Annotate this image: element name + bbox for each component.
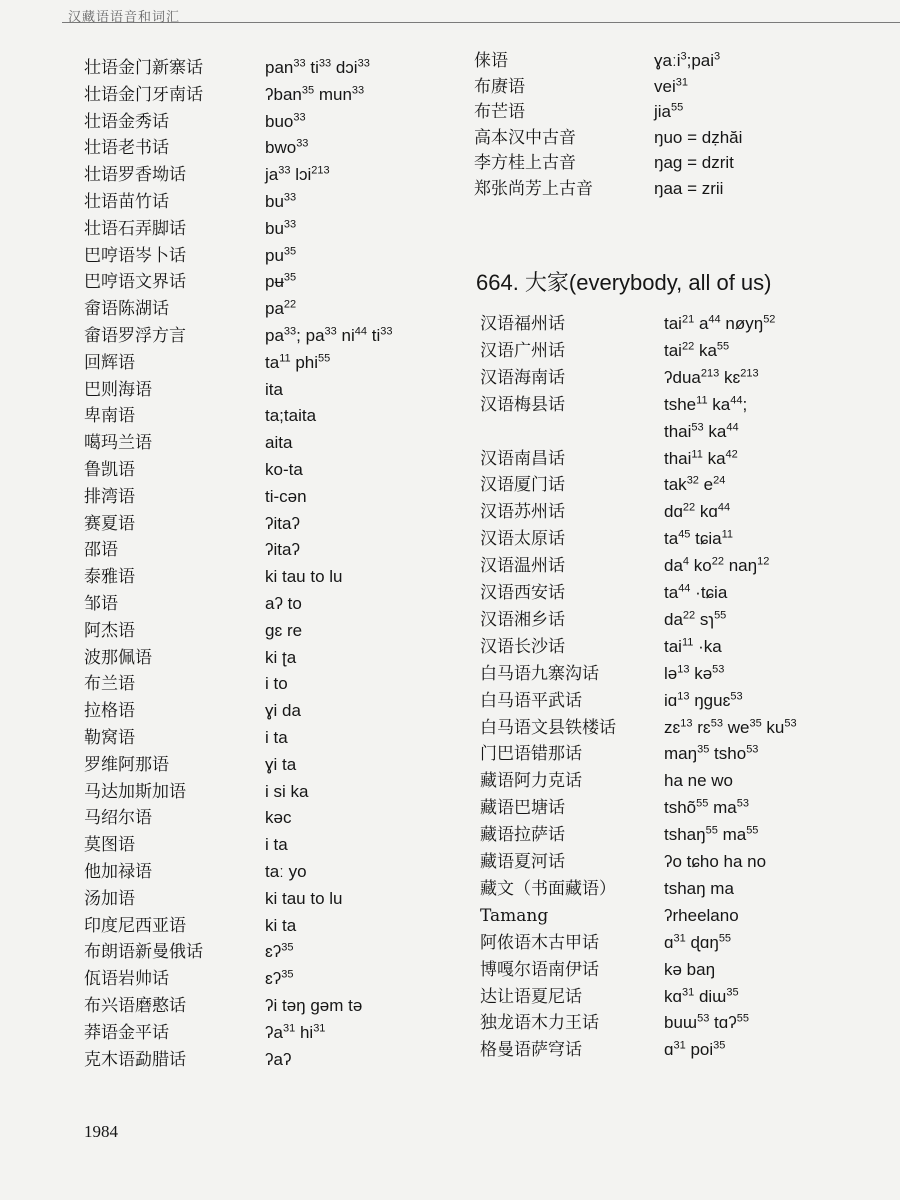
word-form: taː yo xyxy=(265,862,307,881)
language-name: 排湾语 xyxy=(84,486,135,507)
word-form: ɛʔ$^{35}$ xyxy=(265,968,294,989)
word-form: $ja^{33}$ lɔi$^{213}$ xyxy=(265,164,330,185)
language-name: 布朗语新曼俄话 xyxy=(84,942,203,963)
language-name: 卑南语 xyxy=(84,406,135,427)
word-form: ŋaa = zrii xyxy=(654,179,724,198)
running-header xyxy=(62,8,900,23)
word-form: i ta xyxy=(265,728,288,747)
language-name: 汤加语 xyxy=(84,888,135,909)
language-name: 博嘎尔语南伊话 xyxy=(480,959,599,980)
word-form: tshaŋ$^{55}$ $ma^{55}$ xyxy=(664,824,759,845)
word-form: $pu^{35}$ xyxy=(265,244,297,265)
page-number: 1984 xyxy=(84,1122,118,1141)
word-form: $ta^{45}$ tɕia$^{11}$ xyxy=(664,528,734,549)
word-form: ʔaʔ xyxy=(265,1049,292,1069)
language-name: 噶玛兰语 xyxy=(84,433,152,454)
word-form: thai$^{11}$ $ka^{42}$ xyxy=(664,447,738,468)
word-form: ʔban$^{35}$ mun$^{33}$ xyxy=(265,84,365,104)
word-form: ʔitaʔ xyxy=(265,540,300,560)
word-form: ɑ$^{31}$ poi$^{35}$ xyxy=(664,1039,726,1060)
word-form: $pa^{22}$ xyxy=(265,298,297,319)
word-form: ha ne wo xyxy=(664,771,733,791)
language-name: 布赓语 xyxy=(474,76,525,97)
word-form: ŋuo = dẓhăi xyxy=(654,127,743,147)
word-form: maŋ$^{35}$ tsho$^{53}$ xyxy=(664,743,759,764)
word-form: $pa^{33}$; $pa^{33}$ $ni^{44}$ $ti^{33}$ xyxy=(265,325,393,345)
language-name: 壮语金秀话 xyxy=(84,111,169,132)
language-name: 白马语九寨沟话 xyxy=(480,663,599,684)
word-form: ɣi da xyxy=(265,701,301,721)
word-form: $da^4$ $ko^{22}$ naŋ$^{12}$ xyxy=(664,555,770,576)
language-name: 布兴语磨憨话 xyxy=(84,996,186,1016)
word-form: ɣi ta xyxy=(265,754,297,774)
word-form: ʔrheelano xyxy=(664,905,739,925)
word-form: ʔi təŋ gəm tə xyxy=(265,996,363,1015)
language-name: 藏文（书面藏语） xyxy=(480,878,616,899)
word-form: pan$^{33}$ $ti^{33}$ dɔi$^{33}$ xyxy=(265,57,370,77)
language-name: 勒窝语 xyxy=(84,728,135,748)
word-form: bwo$^{33}$ xyxy=(265,137,309,158)
word-form: tshaŋ ma xyxy=(664,878,734,898)
word-form: $bu^{33}$ xyxy=(265,218,297,238)
language-name: 赛夏语 xyxy=(84,513,135,534)
language-name: 马达加斯加语 xyxy=(84,781,186,802)
language-name: 莫图语 xyxy=(84,835,135,856)
word-form: ti-cən xyxy=(265,486,307,506)
language-name: 壮语金门牙南话 xyxy=(84,84,203,105)
word-form: $bu^{33}$ xyxy=(265,191,297,211)
word-form: kəc xyxy=(265,808,292,828)
word-form: ki tau to lu xyxy=(265,567,343,587)
language-name: 汉语广州话 xyxy=(480,340,565,361)
language-name: 印度尼西亚语 xyxy=(84,915,186,936)
language-name: 格曼语萨穹话 xyxy=(480,1040,582,1061)
word-form: tai$^{22}$ $ka^{55}$ xyxy=(664,340,730,360)
word-form: iɑ$^{13}$ ŋguɛ$^{53}$ xyxy=(664,689,743,710)
section-title: 664. 大家(everybody, all of us) xyxy=(476,270,772,295)
language-name: 壮语金门新寨话 xyxy=(84,58,203,78)
word-form: ki ta xyxy=(265,915,297,935)
word-form: $ta^{11}$ phi$^{55}$ xyxy=(265,352,331,372)
word-form: ɛʔ$^{35}$ xyxy=(265,941,294,962)
language-name: 汉语太原话 xyxy=(480,529,565,550)
language-name: 鲁凯语 xyxy=(84,460,135,480)
word-form: aita xyxy=(265,433,293,453)
language-name: 汉语福州话 xyxy=(480,314,565,334)
language-name: 畲语罗浮方言 xyxy=(84,326,186,346)
language-name: 莽语金平话 xyxy=(84,1022,169,1043)
word-form: ʔa$^{31}$ $hi^{31}$ xyxy=(265,1022,326,1042)
language-name: 汉语厦门话 xyxy=(480,475,565,496)
language-name: 汉语长沙话 xyxy=(480,636,565,657)
language-name: 他加禄语 xyxy=(84,862,152,882)
word-form: jia$^{55}$ xyxy=(654,101,684,122)
word-form: aʔ to xyxy=(265,594,302,613)
language-name: 回辉语 xyxy=(84,352,135,373)
language-name: 藏语巴塘话 xyxy=(480,798,565,819)
language-name: 邵语 xyxy=(84,540,118,561)
language-name: 汉语苏州话 xyxy=(480,502,565,523)
language-name: 俫语 xyxy=(474,51,508,71)
word-form: i to xyxy=(265,674,288,694)
language-name: 达让语夏尼话 xyxy=(480,986,582,1007)
word-form: ta;taita xyxy=(265,406,317,426)
word-form: dɑ$^{22}$ kɑ$^{44}$ xyxy=(664,501,731,522)
language-name: 泰雅语 xyxy=(84,567,135,588)
language-name: 阿侬语木古甲话 xyxy=(480,932,599,953)
language-name: 布兰语 xyxy=(84,674,135,695)
word-form: ɣaːi$^3$;pai$^3$ xyxy=(654,50,721,70)
language-name: Tamang xyxy=(480,905,549,926)
language-name: 壮语老书话 xyxy=(84,138,169,159)
language-name: 郑张尚芳上古音 xyxy=(474,179,593,199)
language-name: 白马语平武话 xyxy=(480,690,582,711)
word-form: buɯ$^{53}$ tɑʔ$^{55}$ xyxy=(664,1012,749,1033)
language-name: 壮语苗竹话 xyxy=(84,192,169,212)
language-name: 高本汉中古音 xyxy=(474,127,576,148)
word-form: tai$^{21}$ $a^{44}$ nøyŋ$^{52}$ xyxy=(664,313,776,333)
language-name: 李方桂上古音 xyxy=(474,153,576,174)
language-name: 阿杰语 xyxy=(84,620,135,641)
language-name: 壮语罗香坳话 xyxy=(84,165,186,186)
word-form: thai$^{53}$ $ka^{44}$ xyxy=(664,420,739,441)
word-form: ʔo tɕho ha no xyxy=(664,852,767,871)
language-name: 汉语温州话 xyxy=(480,556,565,577)
language-name: 汉语西安话 xyxy=(480,583,565,603)
language-name: 马绍尔语 xyxy=(84,808,152,829)
word-form: ʔdua$^{213}$ kɛ$^{213}$ xyxy=(664,367,759,387)
word-form: ɑ$^{31}$ ɖɑŋ$^{55}$ xyxy=(664,932,732,952)
language-name: 藏语拉萨话 xyxy=(480,825,565,846)
word-form: pʉ$^{35}$ xyxy=(265,271,297,292)
word-form: ki ʈa xyxy=(265,647,297,667)
language-name: 拉格语 xyxy=(84,701,135,722)
language-name: 汉语海南话 xyxy=(480,367,565,388)
word-form: $da^{22}$ sɿ$^{55}$ xyxy=(664,609,727,629)
language-name: 藏语阿力克话 xyxy=(480,771,582,792)
word-form: i si ka xyxy=(265,781,309,801)
language-name: 汉语梅县话 xyxy=(480,394,565,415)
language-name: 罗维阿那语 xyxy=(84,754,169,775)
word-form: tshõ$^{55}$ $ma^{53}$ xyxy=(664,797,749,818)
language-name: 巴哼语岑卜话 xyxy=(84,245,186,266)
word-form: tak$^{32}$ $e^{24}$ xyxy=(664,474,726,495)
language-name: 波那佩语 xyxy=(84,647,152,668)
word-form: i ta xyxy=(265,835,288,855)
language-name: 白马语文县铁楼话 xyxy=(480,717,616,738)
word-form: kɑ$^{31}$ diɯ$^{35}$ xyxy=(664,985,739,1006)
word-form: kə baŋ xyxy=(664,959,716,979)
word-form: $ta^{44}$ ·tɕia xyxy=(664,582,728,602)
language-name: 佤语岩帅话 xyxy=(84,969,169,990)
running-title: 汉藏语语音和词汇 xyxy=(68,10,181,25)
language-name: 巴则海语 xyxy=(84,379,152,400)
word-form: gɛ re xyxy=(265,620,303,640)
language-name: 巴哼语文界话 xyxy=(84,272,186,293)
language-name: 壮语石弄脚话 xyxy=(84,218,186,239)
word-form: ki tau to lu xyxy=(265,888,343,908)
word-form: lə$^{13}$ kə$^{53}$ xyxy=(664,663,725,683)
word-form: ita xyxy=(265,379,283,399)
language-name: 汉语湘乡话 xyxy=(480,609,565,630)
word-form: buo$^{33}$ xyxy=(265,110,306,131)
language-name: 畲语陈湖话 xyxy=(84,299,169,320)
word-form: ʔitaʔ xyxy=(265,513,300,533)
word-form: tai$^{11}$ ·ka xyxy=(664,636,722,656)
language-name: 邹语 xyxy=(84,594,118,614)
language-name: 藏语夏河话 xyxy=(480,852,565,872)
language-name: 汉语南昌话 xyxy=(480,448,565,469)
word-form: zɛ$^{13}$ rɛ$^{53}$ $we^{35}$ $ku^{53}$ xyxy=(664,716,797,737)
word-form: vei$^{31}$ xyxy=(654,75,688,96)
language-name: 门巴语错那话 xyxy=(480,744,582,765)
word-form: tshe$^{11}$ $ka^{44}$; xyxy=(664,394,748,414)
language-name: 布芒语 xyxy=(474,102,525,123)
word-form: ŋag = dzrit xyxy=(654,153,734,173)
language-name: 克木语勐腊话 xyxy=(84,1049,186,1070)
language-name: 独龙语木力王话 xyxy=(480,1013,599,1034)
word-form: ko-ta xyxy=(265,460,303,479)
